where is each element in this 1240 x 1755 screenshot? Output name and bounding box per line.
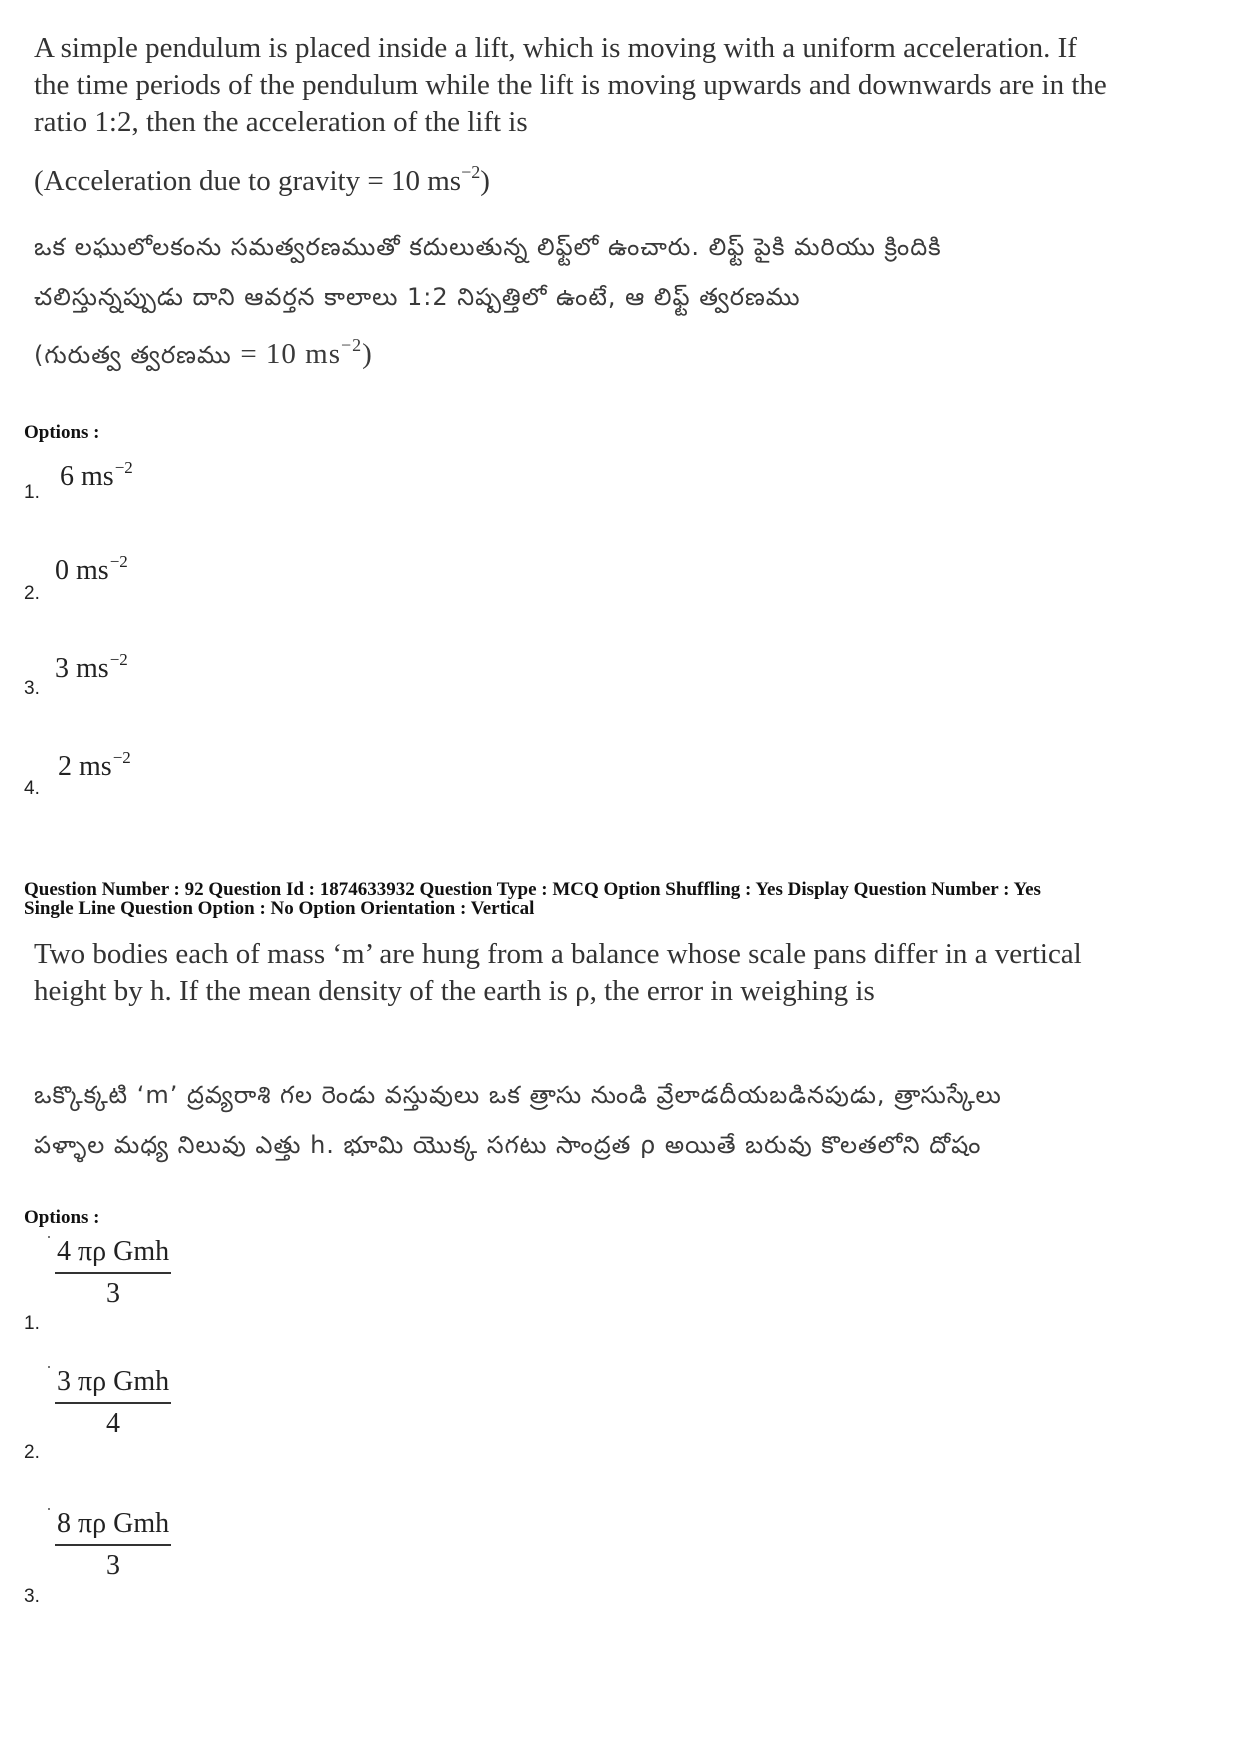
option-value: 0 $ms^{-2}$ xyxy=(55,552,128,586)
option-number: 1. xyxy=(24,1313,40,1334)
q2-meta-line: Single Line Question Option : No Option Orientation : Vertical xyxy=(24,898,535,919)
q2-english-line: height by h. If the mean density of the earth is ρ, the error in weighing is xyxy=(34,975,875,1007)
option-number: 4. xyxy=(24,778,40,799)
q1-options-label: Options : xyxy=(24,422,100,443)
q1-english-line: ratio 1:2, then the acceleration of the lift is xyxy=(34,106,528,138)
q1-gravity-note: (Acceleration due to gravity = 10 $ms^{-2}$) xyxy=(34,162,490,197)
fraction-denominator: 3 xyxy=(106,1278,121,1309)
option-value: 3 $ms^{-2}$ xyxy=(55,650,128,684)
q1-telugu-text xyxy=(34,222,1214,322)
q1-telugu-line: చలిస్తున్నప్పుడు దాని ఆవర్తన కాలాలు 1:2 నిష్పత్తిలో ఉంటే, ఆ లిఫ్ట్ త్వరణము xyxy=(34,283,801,311)
q2-telugu-line: ఒక్కొక్కటి ‘m’ ద్రవ్యరాశి గల రెండు వస్తువులు ఒక త్రాసు నుండి వ్రేలాడదీయబడినపుడు, త్రాసుస్కేలు xyxy=(34,1081,1002,1109)
option-marker xyxy=(48,1508,50,1510)
q2-english-text xyxy=(34,936,1214,1010)
option-number: 2. xyxy=(24,1442,40,1463)
fraction-numerator: 3 πρ Gmh xyxy=(55,1366,171,1404)
option-number: 1. xyxy=(24,482,40,503)
q2-meta-line: Question Number : 92 Question Id : 1874633932 Question Type : MCQ Option Shuffling : Yes Display Question Number : Yes xyxy=(24,879,1041,900)
option-number: 2. xyxy=(24,583,40,604)
q1-telugu-line: ఒక లఘులోలకంను సమత్వరణముతో కదులుతున్న లిఫ్ట్‌లో ఉంచారు. లిఫ్ట్ పైకి మరియు క్రిందికి xyxy=(34,233,942,261)
option-marker xyxy=(48,1366,50,1368)
q1-english-text xyxy=(34,30,1214,141)
q1-english-line: A simple pendulum is placed inside a lift, which is moving with a uniform acceleration. If xyxy=(34,32,1077,64)
q2-english-line: Two bodies each of mass ‘m’ are hung from a balance whose scale pans differ in a vertical xyxy=(34,938,1082,970)
q2-options-label: Options : xyxy=(24,1207,100,1228)
option-number: 3. xyxy=(24,678,40,699)
fraction-numerator: 8 πρ Gmh xyxy=(55,1508,171,1546)
option-fraction xyxy=(55,1508,171,1582)
option-value: 6 $ms^{-2}$ xyxy=(60,458,133,492)
q2-telugu-text xyxy=(34,1070,1224,1170)
option-marker xyxy=(48,1236,50,1238)
option-fraction xyxy=(55,1236,171,1310)
option-value: 2 $ms^{-2}$ xyxy=(58,748,131,782)
option-fraction xyxy=(55,1366,171,1440)
fraction-denominator: 4 xyxy=(106,1408,121,1439)
q2-telugu-line: పళ్ళాల మధ్య నిలువు ఎత్తు h. భూమి యొక్క సగటు సాంద్రత ρ అయితే బరువు కొలతలోని దోషం xyxy=(34,1131,982,1159)
q1-telugu-gravity: (గురుత్వ త్వరణము = 10 $ms^{-2}$) xyxy=(34,335,373,370)
option-number: 3. xyxy=(24,1586,40,1607)
fraction-denominator: 3 xyxy=(106,1550,121,1581)
fraction-numerator: 4 πρ Gmh xyxy=(55,1236,171,1274)
q1-english-line: the time periods of the pendulum while the lift is moving upwards and downwards are in the xyxy=(34,69,1107,101)
